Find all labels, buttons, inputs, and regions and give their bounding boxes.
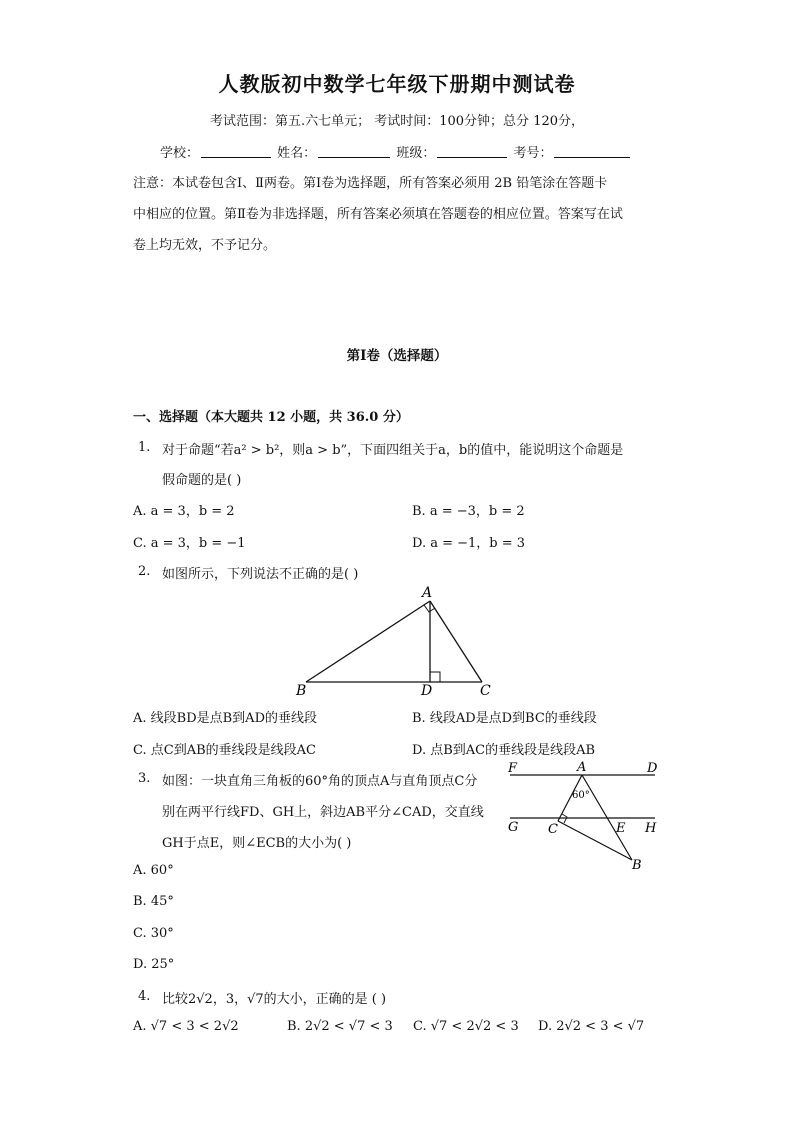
q1-option-b[interactable]: B. a = −3，b = 2 bbox=[412, 504, 525, 519]
point-label-c: C bbox=[548, 822, 558, 837]
point-label-b: B bbox=[296, 683, 307, 699]
q3-parallel-lines-figure bbox=[505, 758, 665, 873]
question-number: 2. bbox=[138, 564, 151, 579]
name-blank[interactable] bbox=[318, 145, 390, 158]
id-label: 考号： bbox=[513, 146, 553, 161]
q1-stem: 假命题的是( ) bbox=[162, 473, 242, 488]
point-label-g: G bbox=[508, 820, 519, 835]
point-label-e: E bbox=[616, 821, 626, 836]
point-label-a: A bbox=[422, 585, 433, 601]
q2-option-a[interactable]: A. 线段BD是点B到AD的垂线段 bbox=[133, 711, 317, 726]
id-blank[interactable] bbox=[554, 145, 630, 158]
point-label-a: A bbox=[577, 760, 587, 775]
q3-option-a[interactable]: A. 60° bbox=[133, 863, 174, 878]
question-number: 1. bbox=[138, 440, 151, 455]
notice-line: 中相应的位置。第Ⅱ卷为非选择题，所有答案必须填在答题卷的相应位置。答案写在试 bbox=[133, 207, 623, 222]
q4-stem: 比较2√2，3，√7的大小，正确的是 ( ) bbox=[162, 992, 387, 1007]
question-number: 3. bbox=[138, 771, 151, 786]
exam-info: 考试范围：第五.六七单元； 考试时间：100分钟；总分 120分， bbox=[209, 114, 585, 129]
part-title: 第Ⅰ卷（选择题） bbox=[346, 348, 448, 364]
school-label: 学校： bbox=[160, 146, 200, 161]
q1-option-c[interactable]: C. a = 3，b = −1 bbox=[133, 536, 246, 551]
right-angle-mark-d bbox=[430, 672, 440, 682]
q3-option-d[interactable]: D. 25° bbox=[133, 957, 175, 972]
q3-stem: GH于点E，则∠ECB的大小为( ) bbox=[162, 836, 352, 851]
question-number: 4. bbox=[138, 989, 151, 1004]
point-label-f: F bbox=[508, 761, 518, 776]
notice-line: 卷上均无效，不予记分。 bbox=[133, 238, 277, 253]
q1-stem: 对于命题“若a² > b²，则a > b”，下面四组关于a，b的值中，能说明这个命题是 bbox=[162, 443, 624, 458]
q4-option-a[interactable]: A. √7 < 3 < 2√2 bbox=[133, 1019, 239, 1034]
q2-stem: 如图所示，下列说法不正确的是( ) bbox=[162, 567, 359, 582]
q4-option-c[interactable]: C. √7 < 2√2 < 3 bbox=[413, 1019, 519, 1034]
point-label-b: B bbox=[632, 858, 642, 873]
q3-option-b[interactable]: B. 45° bbox=[133, 894, 174, 909]
student-info-row bbox=[160, 142, 632, 161]
q1-option-d[interactable]: D. a = −1，b = 3 bbox=[412, 536, 526, 551]
school-blank[interactable] bbox=[201, 145, 271, 158]
q2-option-c[interactable]: C. 点C到AB的垂线段是线段AC bbox=[133, 743, 316, 758]
q3-stem: 别在两平行线FD、GH上，斜边AB平分∠CAD，交直线 bbox=[162, 805, 484, 820]
exam-title: 人教版初中数学七年级下册期中测试卷 bbox=[218, 72, 576, 96]
point-label-h: H bbox=[645, 821, 657, 836]
point-label-d: D bbox=[647, 761, 658, 776]
angle-label: 60° bbox=[572, 790, 590, 801]
q4-option-b[interactable]: B. 2√2 < √7 < 3 bbox=[287, 1019, 393, 1034]
q2-option-b[interactable]: B. 线段AD是点D到BC的垂线段 bbox=[412, 711, 597, 726]
notice-line: 注意：本试卷包含Ⅰ、Ⅱ两卷。第Ⅰ卷为选择题，所有答案必须用 2B 铅笔涂在答题卡 bbox=[133, 176, 608, 191]
segment-ac bbox=[430, 601, 482, 682]
q3-stem: 如图：一块直角三角板的60°角的顶点A与直角顶点C分 bbox=[162, 774, 478, 789]
q2-triangle-figure bbox=[290, 583, 510, 701]
q3-option-c[interactable]: C. 30° bbox=[133, 926, 174, 941]
segment-ab bbox=[306, 601, 430, 682]
name-label: 姓名： bbox=[277, 146, 317, 161]
q2-option-d[interactable]: D. 点B到AC的垂线段是线段AB bbox=[412, 743, 596, 758]
q1-option-a[interactable]: A. a = 3，b = 2 bbox=[133, 504, 235, 519]
point-label-c: C bbox=[480, 683, 491, 699]
point-label-d: D bbox=[421, 683, 433, 699]
class-label: 班级： bbox=[396, 146, 436, 161]
class-blank[interactable] bbox=[437, 145, 507, 158]
q4-option-d[interactable]: D. 2√2 < 3 < √7 bbox=[538, 1019, 645, 1034]
section-heading: 一、选择题（本大题共 12 小题，共 36.0 分） bbox=[133, 410, 409, 425]
